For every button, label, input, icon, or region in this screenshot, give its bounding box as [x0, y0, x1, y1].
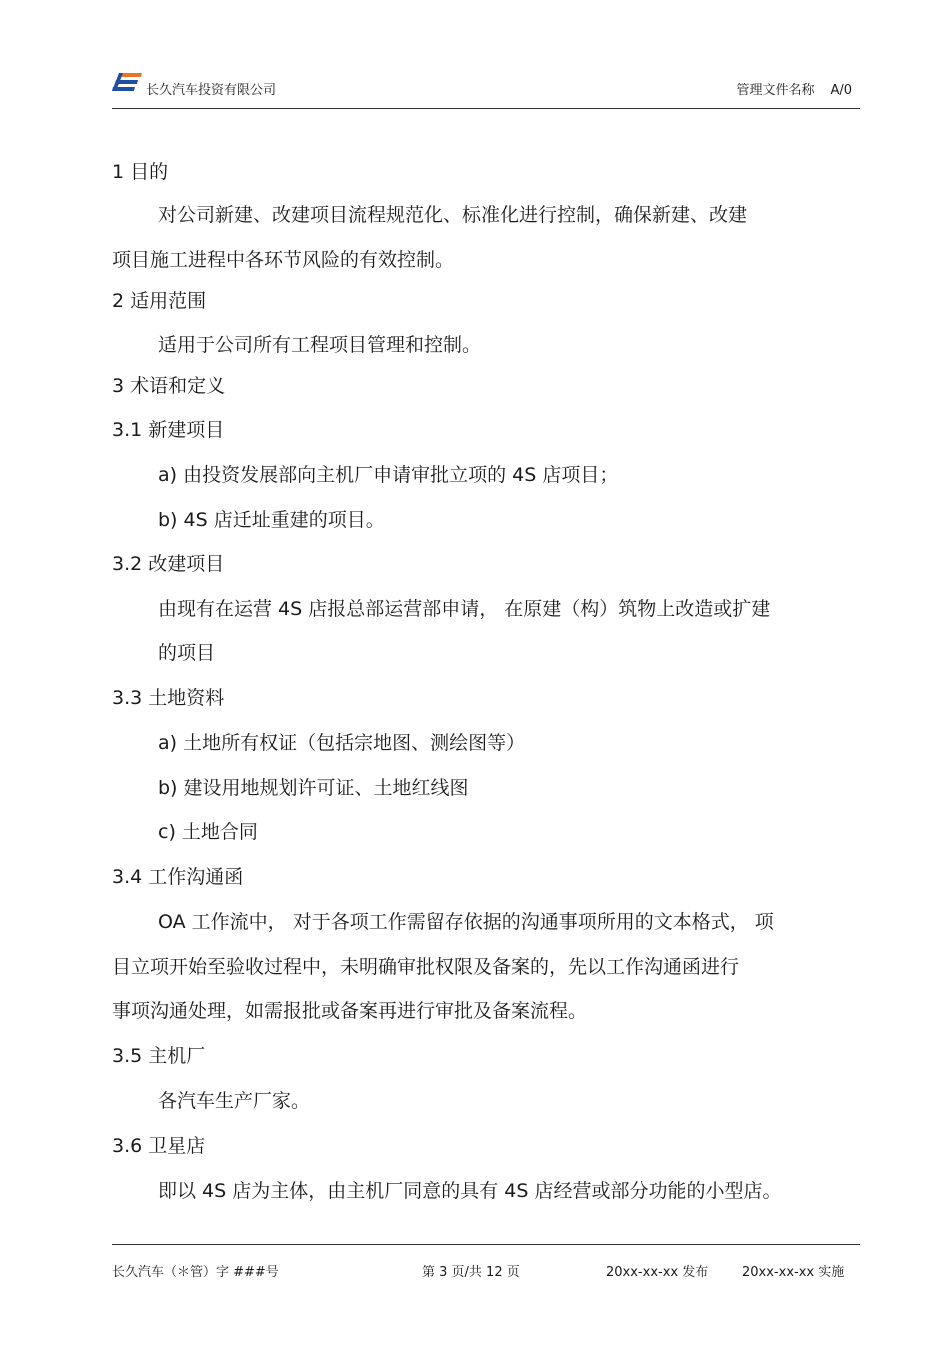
paragraph-line: 各汽车生产厂家。 [158, 1090, 311, 1112]
paragraph-line: 项目施工进程中各环节风险的有效控制。 [112, 249, 455, 271]
paragraph-line: OA 工作流中， 对于各项工作需留存依据的沟通事项所用的文本格式， 项 [158, 911, 774, 933]
section-heading-purpose: 1 目的 [112, 161, 169, 183]
company-logo-icon [112, 71, 142, 93]
paragraph-line: 对公司新建、改建项目流程规范化、标准化进行控制，确保新建、改建 [158, 204, 748, 226]
document-name: 管理文件名称 [736, 83, 815, 98]
paragraph-line: 适用于公司所有工程项目管理和控制。 [158, 334, 482, 356]
subsection-heading: 3.1 新建项目 [112, 419, 225, 441]
paragraph-line: 由现有在运营 4S 店报总部运营部申请， 在原建（构）筑物上改造或扩建 [158, 598, 771, 620]
document-meta [736, 79, 852, 98]
subsection-heading: 3.5 主机厂 [112, 1045, 206, 1067]
effective-date: 20xx-xx-xx 实施 [742, 1265, 845, 1280]
list-item: a) 由投资发展部向主机厂申请审批立项的 4S 店项目； [158, 464, 619, 486]
subsection-heading: 3.3 土地资料 [112, 687, 225, 709]
publish-date: 20xx-xx-xx 发布 [606, 1265, 709, 1280]
paragraph-line: 的项目 [158, 642, 216, 664]
paragraph-line: 即以 4S 店为主体，由主机厂同意的具有 4S 店经营或部分功能的小型店。 [158, 1180, 782, 1202]
revision-code: A/0 [830, 83, 852, 98]
page-number: 第 3 页/共 12 页 [422, 1265, 520, 1280]
list-item: a) 土地所有权证（包括宗地图、测绘图等） [158, 732, 526, 754]
paragraph-line: 事项沟通处理，如需报批或备案再进行审批及备案流程。 [112, 1000, 588, 1022]
list-item: c) 土地合同 [158, 821, 258, 843]
subsection-heading: 3.4 工作沟通函 [112, 866, 244, 888]
company-name: 长久汽车投资有限公司 [146, 83, 277, 98]
section-heading-scope: 2 适用范围 [112, 290, 207, 312]
section-heading-terms: 3 术语和定义 [112, 375, 226, 397]
subsection-heading: 3.6 卫星店 [112, 1135, 206, 1157]
page-header [112, 70, 860, 109]
list-item: b) 建设用地规划许可证、土地红线图 [158, 777, 469, 799]
document-number: 长久汽车（＊管）字 ###号 [112, 1265, 279, 1280]
page-footer [112, 1244, 860, 1285]
subsection-heading: 3.2 改建项目 [112, 553, 225, 575]
paragraph-line: 目立项开始至验收过程中，未明确审批权限及备案的，先以工作沟通函进行 [112, 956, 740, 978]
list-item: b) 4S 店迁址重建的项目。 [158, 509, 385, 531]
